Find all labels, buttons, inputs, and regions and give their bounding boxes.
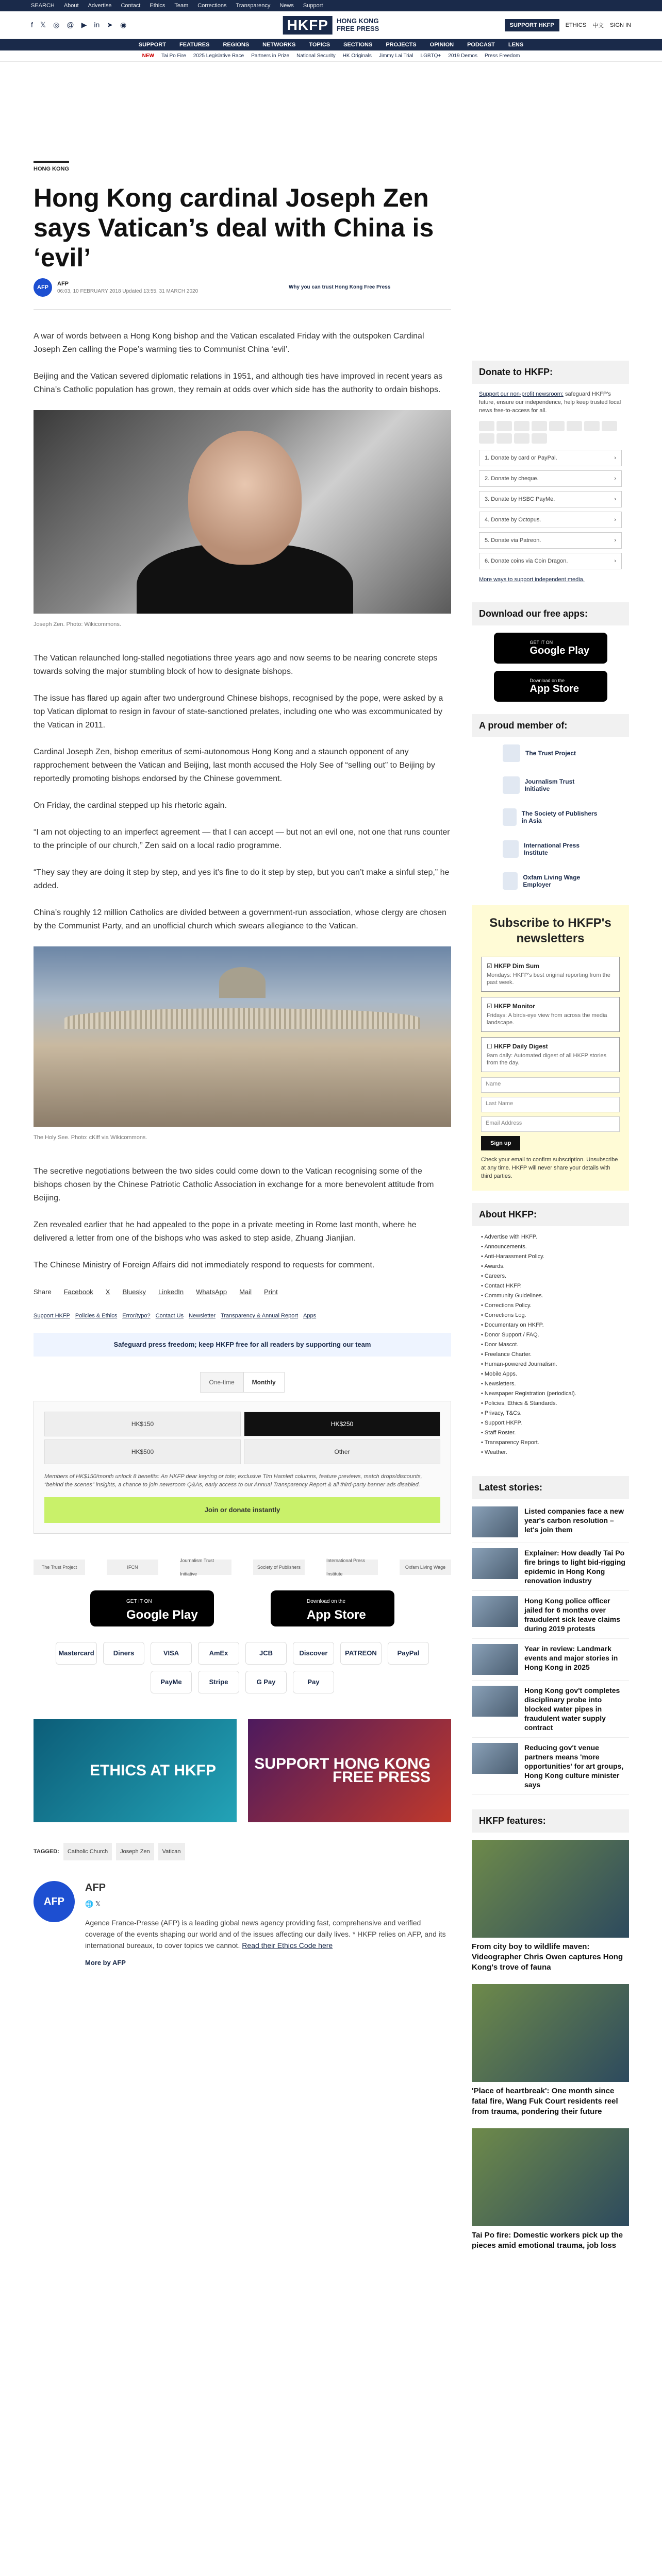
nl-option-title: HKFP Monitor <box>494 1003 535 1010</box>
donate-option-label: 3. Donate by HSBC PayMe. <box>485 496 555 502</box>
member-logo[interactable] <box>472 833 629 865</box>
about-link[interactable]: • Staff Roster. <box>481 1428 620 1438</box>
donate-widget <box>472 384 629 590</box>
paragraph: Beijing and the Vatican severed diplomatic relations in 1951, and although ties have improved in recent years as China’s Catholic population has grown, they remain at odds over which side has the authority to ordain bishops. <box>34 372 443 394</box>
feature-title: From city boy to wildlife maven: Videographer Chris Owen captures Hong Kong's trove of fauna <box>472 1942 623 1972</box>
nav-networks[interactable]: NETWORKS <box>262 42 296 48</box>
app-store-button[interactable] <box>271 1590 394 1626</box>
about-link[interactable]: • Awards. <box>481 1262 620 1272</box>
share-label: Share <box>34 1288 52 1296</box>
partner-logo[interactable]: The Trust Project <box>34 1560 85 1575</box>
paragraph: “I am not objecting to an imperfect agreement — that I can accept — but not an evil one, not one that runs counter to the principle of our church,” Zen said on a local radio programme. <box>34 828 450 850</box>
partner-logo[interactable]: Society of Publishers <box>253 1560 305 1575</box>
about-link[interactable]: • Newsletters. <box>481 1379 620 1389</box>
payment-logo: PayPal <box>388 1642 429 1665</box>
link-apps[interactable]: Apps <box>303 1313 317 1319</box>
member-logo[interactable] <box>472 737 629 769</box>
topbar-contact[interactable]: Contact <box>121 3 141 9</box>
chevron-right-icon: › <box>614 496 616 502</box>
chevron-right-icon: › <box>614 517 616 523</box>
sidebar-google-play[interactable] <box>494 633 607 664</box>
partner-logos <box>34 1560 451 1575</box>
donation-tiers <box>34 1401 451 1534</box>
trending-item[interactable]: Partners in Prize <box>251 53 290 59</box>
gp-small: GET IT ON <box>126 1599 152 1604</box>
photo-caption: Joseph Zen. Photo: Wikicommons. <box>34 621 121 628</box>
story-title: Explainer: How deadly Tai Po fire brings to light bid-rigging epidemic in Hong Kong renovation industry <box>524 1549 625 1585</box>
about-link[interactable]: • Door Mascot. <box>481 1340 620 1350</box>
sign-in-link[interactable]: SIGN IN <box>610 22 631 28</box>
story-title: Year in review: Landmark events and major stories in Hong Kong in 2025 <box>524 1645 618 1671</box>
sign-up-button[interactable]: Sign up <box>481 1136 520 1150</box>
main-nav <box>0 39 662 50</box>
author-social-icons <box>85 1897 451 1911</box>
nl-option-desc: Mondays: HKFP's best original reporting from the past week. <box>487 972 610 986</box>
ethics-code-link[interactable]: Read their Ethics Code here <box>242 1941 333 1950</box>
member-logo[interactable] <box>472 769 629 801</box>
checkbox-icon[interactable]: ☑ <box>487 962 492 970</box>
masthead-actions <box>505 19 631 31</box>
rss-icon[interactable]: ◉ <box>120 21 127 29</box>
x-icon[interactable]: 𝕏 <box>95 1900 101 1908</box>
nl-option-title: HKFP Dim Sum <box>494 962 539 970</box>
share-linkedin[interactable]: LinkedIn <box>158 1288 184 1296</box>
donate-option[interactable] <box>479 491 622 507</box>
member-logo[interactable] <box>472 865 629 897</box>
as-big: App Store <box>529 683 580 694</box>
trending-item[interactable]: Jimmy Lai Trial <box>378 53 413 59</box>
gp-big: Google Play <box>529 645 590 656</box>
share-bar <box>34 1285 451 1299</box>
share-mail[interactable]: Mail <box>239 1288 252 1296</box>
paragraph: Zen revealed earlier that he had appealed to the pope in a private meeting in Rome last month, where he delivered a letter from one of the bishops who was asked to step aside, Zhuang Jianjian. <box>34 1221 417 1243</box>
link-transparency[interactable]: Transparency & Annual Report <box>221 1313 299 1319</box>
trending-bar <box>0 50 662 62</box>
partner-logo[interactable]: International Press Institute <box>326 1560 378 1575</box>
donate-intro-link[interactable]: Support our non-profit newsroom: <box>479 391 564 397</box>
about-link[interactable]: • Human-powered Journalism. <box>481 1360 620 1369</box>
partner-logo[interactable]: Journalism Trust Initiative <box>180 1560 231 1575</box>
email-input[interactable]: Email Address <box>481 1116 620 1132</box>
donate-option[interactable] <box>479 532 622 549</box>
story-thumbnail <box>472 1686 518 1717</box>
payment-logo: Mastercard <box>56 1642 97 1665</box>
list-item[interactable] <box>472 1591 629 1639</box>
donate-option[interactable] <box>479 512 622 528</box>
story-title: Listed companies face a new year's carbon resolution – let's join them <box>524 1507 624 1534</box>
author-avatar[interactable]: AFP <box>34 278 52 297</box>
payment-logo: Stripe <box>198 1671 239 1693</box>
about-link[interactable]: • Mobile Apps. <box>481 1369 620 1379</box>
story-thumbnail <box>472 1596 518 1627</box>
social-icons <box>31 21 126 29</box>
join-donate-button[interactable]: Join or donate instantly <box>44 1497 440 1523</box>
story-thumbnail <box>472 1743 518 1774</box>
checkbox-icon[interactable]: ☑ <box>487 1003 492 1010</box>
more-ways-link[interactable]: More ways to support independent media. <box>479 577 585 583</box>
ethics-link[interactable]: ETHICS <box>565 22 587 28</box>
sidebar <box>472 361 629 2262</box>
as-big: App Store <box>307 1608 366 1622</box>
payment-logo: G Pay <box>245 1671 287 1693</box>
chevron-right-icon: › <box>614 558 616 564</box>
payment-logo: Discover <box>293 1642 334 1665</box>
donate-option-label: 2. Donate by cheque. <box>485 476 539 482</box>
features-heading: HKFP features: <box>472 1809 629 1833</box>
donate-option-label: 5. Donate via Patreon. <box>485 537 541 544</box>
chevron-right-icon: › <box>614 455 616 461</box>
link-support[interactable]: Support HKFP <box>34 1313 70 1319</box>
paragraph: The issue has flared up again after two underground Chinese bishops, recognised by the pope, were asked by a top Vatican diplomat to resign in favour of state-sanctioned prelates, including one who was excommunicated by the Vatican in 2011. <box>34 694 443 730</box>
topbar-corrections[interactable]: Corrections <box>197 3 227 9</box>
tier-250[interactable]: HK$250 <box>244 1412 440 1436</box>
nav-topics[interactable]: TOPICS <box>309 42 330 48</box>
article-category[interactable]: HONG KONG <box>34 161 69 172</box>
feature-image <box>472 2128 629 2226</box>
trending-item[interactable]: National Security <box>296 53 336 59</box>
about-link[interactable]: • Announcements. <box>481 1242 620 1252</box>
donate-option[interactable] <box>479 470 622 487</box>
payment-icons <box>479 421 622 444</box>
ethics-promo[interactable]: ETHICS AT HKFP <box>34 1719 237 1822</box>
gp-big: Google Play <box>126 1608 198 1622</box>
partner-logo[interactable]: IFCN <box>107 1560 158 1575</box>
list-item[interactable] <box>472 1501 629 1543</box>
donation-frequency-toggle <box>34 1372 451 1393</box>
feature-title: 'Place of heartbreak': One month since fatal fire, Wang Fuk Court residents reel from trauma, pondering their future <box>472 2087 618 2116</box>
about-link[interactable]: • Weather. <box>481 1448 620 1458</box>
site-logo[interactable] <box>283 16 379 35</box>
topbar-ethics[interactable]: Ethics <box>150 3 166 9</box>
author-bio-text: Agence France-Presse (AFP) is a leading global news agency providing fast, comprehensive and verified coverage of the events shaping our world and of the issues affecting our daily lives. * HKFP relies on AFP, and its international bureaux, to cover topics we cannot. <box>85 1919 446 1950</box>
instagram-icon[interactable]: ◎ <box>53 21 60 29</box>
about-link[interactable]: • Support HKFP. <box>481 1418 620 1428</box>
about-link[interactable]: • Newspaper Registration (periodical). <box>481 1389 620 1399</box>
author-name[interactable]: AFP <box>57 281 69 287</box>
article-headline: Hong Kong cardinal Joseph Zen says Vatican’s deal with China is ‘evil’ <box>34 183 434 272</box>
list-item[interactable] <box>472 1639 629 1681</box>
newsletter-note: Check your email to confirm subscription. Unsubscribe at any time. HKFP will never share your details with third parties. <box>481 1157 618 1179</box>
feature-image <box>472 1840 629 1938</box>
sidebar-app-store[interactable] <box>494 671 607 702</box>
story-thumbnail <box>472 1644 518 1675</box>
footer-links-row <box>34 1309 451 1323</box>
about-link[interactable]: • Documentary on HKFP. <box>481 1320 620 1330</box>
payment-logo: Diners <box>103 1642 144 1665</box>
member-name: International Press Institute <box>523 842 580 856</box>
partner-logo[interactable]: Oxfam Living Wage <box>400 1560 451 1575</box>
about-link[interactable]: • Corrections Policy. <box>481 1301 620 1311</box>
payment-logo: Pay <box>293 1671 334 1693</box>
tags-label: TAGGED: <box>34 1849 59 1855</box>
about-links <box>472 1226 629 1464</box>
topbar-search[interactable]: SEARCH <box>31 3 55 9</box>
logo-line-2: FREE PRESS <box>336 24 379 32</box>
logo-wordmark <box>337 18 379 32</box>
member-name: Oxfam Living Wage Employer <box>523 874 581 888</box>
apps-heading: Download our free apps: <box>472 602 629 625</box>
nav-features[interactable]: FEATURES <box>179 42 210 48</box>
byline <box>34 278 198 297</box>
donate-option-label: 4. Donate by Octopus. <box>485 517 541 523</box>
topbar-team[interactable]: Team <box>174 3 189 9</box>
paragraph: The Chinese Ministry of Foreign Affairs did not immediately respond to requests for comment. <box>34 1261 375 1269</box>
author-box <box>34 1881 451 1970</box>
share-facebook[interactable]: Facebook <box>63 1288 93 1296</box>
as-small: Download on the <box>529 677 565 683</box>
author-bio <box>85 1917 451 1951</box>
facebook-icon[interactable]: f <box>31 21 33 29</box>
joseph-zen-photo <box>34 410 451 614</box>
chinese-link[interactable]: 中文 <box>592 22 604 29</box>
photo-caption: The Holy See. Photo: cKiff via Wikicommons. <box>34 1134 147 1141</box>
tier-150[interactable]: HK$150 <box>44 1412 241 1436</box>
topbar-transparency[interactable]: Transparency <box>236 3 271 9</box>
link-error[interactable]: Error/typo? <box>122 1313 151 1319</box>
support-hkfp-button[interactable]: SUPPORT HKFP <box>505 19 559 31</box>
youtube-icon[interactable]: ▶ <box>81 21 87 29</box>
share-bluesky[interactable]: Bluesky <box>122 1288 146 1296</box>
publish-dates: 06:03, 10 FEBRUARY 2018 Updated 13:55, 31 MARCH 2020 <box>57 289 198 294</box>
trending-item[interactable]: 2025 Legislative Race <box>193 53 244 59</box>
more-by-author-link[interactable]: More by AFP <box>85 1959 126 1967</box>
link-contact[interactable]: Contact Us <box>155 1313 184 1319</box>
name-input[interactable]: Name <box>481 1077 620 1093</box>
promo-banners <box>34 1719 451 1822</box>
about-link[interactable]: • Careers. <box>481 1272 620 1281</box>
newsletter-option[interactable] <box>481 1037 620 1072</box>
topbar-advertise[interactable]: Advertise <box>88 3 112 9</box>
nav-lens[interactable]: LENS <box>508 42 524 48</box>
nl-option-desc: Fridays: A birds-eye view from across the media landscape. <box>487 1012 607 1026</box>
topbar-news[interactable]: News <box>279 3 294 9</box>
trending-item[interactable]: Tai Po Fire <box>161 53 186 59</box>
author-box-name[interactable]: AFP <box>85 1882 106 1893</box>
list-item[interactable] <box>472 1543 629 1591</box>
x-icon[interactable]: 𝕏 <box>40 21 46 29</box>
topbar-about[interactable]: About <box>63 3 79 9</box>
member-name: The Trust Project <box>525 750 576 757</box>
header-divider <box>34 309 451 310</box>
about-link[interactable]: • Privacy, T&Cs. <box>481 1409 620 1418</box>
about-link[interactable]: • Community Guidelines. <box>481 1291 620 1301</box>
list-item[interactable] <box>472 1681 629 1738</box>
newsletter-option[interactable] <box>481 997 620 1032</box>
paragraph: “They say they are doing it step by step, and yes it’s fine to do it step by step, but you can’t make a sinful step,” he added. <box>34 868 450 890</box>
paragraph: A war of words between a Hong Kong bishop and the Vatican escalated Friday with the outspoken Cardinal Joseph Zen calling the Pope’s warming ties to Communist China ‘evil’. <box>34 332 424 354</box>
trending-item[interactable]: HK Originals <box>342 53 372 59</box>
masthead <box>0 11 662 39</box>
nl-option-title: HKFP Daily Digest <box>494 1043 548 1050</box>
donate-option[interactable] <box>479 450 622 466</box>
article-body <box>34 330 451 1970</box>
nav-regions[interactable]: REGIONS <box>223 42 250 48</box>
about-link[interactable]: • Transparency Report. <box>481 1438 620 1448</box>
nav-sections[interactable]: SECTIONS <box>343 42 373 48</box>
story-title: Hong Kong police officer jailed for 6 months over fraudulent sick leave claims during 2019 protests <box>524 1597 620 1633</box>
donate-heading: Donate to HKFP: <box>472 361 629 384</box>
latest-heading: Latest stories: <box>472 1476 629 1499</box>
threads-icon[interactable]: @ <box>67 21 74 29</box>
feature-card[interactable] <box>472 2128 629 2251</box>
telegram-icon[interactable]: ➤ <box>107 21 113 29</box>
chevron-right-icon: › <box>614 537 616 544</box>
member-name: The Society of Publishers in Asia <box>521 810 598 824</box>
nl-option-desc: 9am daily: Automated digest of all HKFP stories from the day. <box>487 1053 607 1066</box>
story-title: Reducing gov't venue partners means 'more opportunities' for art groups, Hong Kong culture minister says <box>524 1743 624 1789</box>
about-link[interactable]: • Advertise with HKFP. <box>481 1232 620 1242</box>
feature-list <box>472 1833 629 2251</box>
support-promo[interactable]: SUPPORT HONG KONG FREE PRESS <box>248 1719 451 1822</box>
last-name-input[interactable]: Last Name <box>481 1097 620 1112</box>
trust-link[interactable]: Why you can trust Hong Kong Free Press <box>289 284 391 290</box>
trending-item[interactable]: 2019 Demos <box>448 53 477 59</box>
payment-logo: VISA <box>151 1642 192 1665</box>
paragraph: The Vatican relaunched long-stalled negotiations three years ago and now seems to be nearing concrete steps towards solving the major stumbling block of how to designate bishops. <box>34 654 438 676</box>
trending-item[interactable]: Press Freedom <box>484 53 520 59</box>
tier-benefits-note: Members of HK$150/month unlock 8 benefits: An HKFP dear keyring or tote; exclusive Tim Hamlett columns, feature previews, match drops/discounts, “behind the scenes” insights, a chance to join newsroom Q&As, early access to our Annual Transparency Report & all third-party banner ads disabled. <box>44 1473 422 1488</box>
payment-logo: PayMe <box>151 1671 192 1693</box>
payment-methods <box>34 1642 451 1693</box>
feature-image <box>472 1984 629 2082</box>
about-link[interactable]: • Policies, Ethics & Standards. <box>481 1399 620 1409</box>
about-link[interactable]: • Freelance Charter. <box>481 1350 620 1360</box>
about-heading: About HKFP: <box>472 1203 629 1226</box>
gp-small: GET IT ON <box>529 639 553 645</box>
member-heading: A proud member of: <box>472 714 629 737</box>
donate-option-label: 6. Donate coins via Coin Dragon. <box>485 558 568 564</box>
about-link[interactable]: • Donor Support / FAQ. <box>481 1330 620 1340</box>
share-print[interactable]: Print <box>263 1288 278 1296</box>
chevron-right-icon: › <box>614 476 616 482</box>
share-whatsapp[interactable]: WhatsApp <box>196 1288 227 1296</box>
story-thumbnail <box>472 1506 518 1537</box>
linkedin-icon[interactable]: in <box>94 21 100 29</box>
author-avatar-large[interactable]: AFP <box>34 1881 75 1922</box>
donate-option[interactable] <box>479 553 622 569</box>
checkbox-icon[interactable]: ☐ <box>487 1043 492 1050</box>
member-name: Journalism Trust Initiative <box>524 778 575 792</box>
feature-title: Tai Po fire: Domestic workers pick up the pieces amid emotional trauma, job loss <box>472 2231 623 2250</box>
share-x[interactable]: X <box>105 1288 110 1296</box>
nav-projects[interactable]: PROJECTS <box>386 42 417 48</box>
holy-see-photo <box>34 946 451 1127</box>
about-link[interactable]: • Anti-Harassment Policy. <box>481 1252 620 1262</box>
about-link[interactable]: • Corrections Log. <box>481 1311 620 1320</box>
member-logo[interactable] <box>472 801 629 833</box>
newsletter-signup <box>472 905 629 1191</box>
as-small: Download on the <box>307 1599 346 1604</box>
new-badge: NEW <box>142 53 154 59</box>
newsletter-option[interactable] <box>481 957 620 992</box>
paragraph: On Friday, the cardinal stepped up his rhetoric again. <box>34 801 227 810</box>
logo-mark: HKFP <box>283 16 333 35</box>
donate-intro-text: safeguard HKFP's future, ensure our independence, help keep trusted local news free-to-access for all. <box>479 391 621 414</box>
tag-item[interactable]: Vatican <box>158 1843 185 1860</box>
donate-banner[interactable]: Safeguard press freedom; keep HKFP free for all readers by supporting our team <box>34 1333 451 1357</box>
tier-500[interactable]: HK$500 <box>44 1439 241 1464</box>
payment-logo: AmEx <box>198 1642 239 1665</box>
logo-line-1: HONG KONG <box>336 17 379 25</box>
app-store-buttons <box>34 1590 451 1626</box>
paragraph: China’s roughly 12 million Catholics are divided between a government-run association, whose clergy are chosen by the Communist Party, and an unofficial church which swears allegiance to the Vatican. <box>34 908 447 930</box>
tag-item[interactable]: Catholic Church <box>63 1843 112 1860</box>
newsletter-title: Subscribe to HKFP's newsletters <box>489 916 611 945</box>
latest-stories <box>472 1499 629 1797</box>
top-utility-bar <box>0 0 662 11</box>
donate-option-label: 1. Donate by card or PayPal. <box>485 455 557 461</box>
tier-other[interactable]: Other <box>244 1439 440 1464</box>
nav-opinion[interactable]: OPINION <box>429 42 454 48</box>
nav-support[interactable]: SUPPORT <box>138 42 166 48</box>
payment-logo: JCB <box>245 1642 287 1665</box>
story-thumbnail <box>472 1548 518 1579</box>
link-policies[interactable]: Policies & Ethics <box>75 1313 118 1319</box>
topbar-support[interactable]: Support <box>303 3 323 9</box>
story-title: Hong Kong gov't completes disciplinary probe into blocked water pipes in fraudulent water supply contract <box>524 1686 620 1732</box>
list-item[interactable] <box>472 1738 629 1795</box>
google-play-button[interactable] <box>90 1590 214 1626</box>
globe-icon[interactable]: 🌐 <box>85 1900 94 1908</box>
feature-card[interactable] <box>472 1840 629 1973</box>
trending-item[interactable]: LGBTQ+ <box>420 53 441 59</box>
paragraph: The secretive negotiations between the two sides could come down to the Vatican recognising some of the bishops chosen by the Chinese Patriotic Catholic Association in exchange for a more benevolent attitude from Beijing. <box>34 1167 434 1202</box>
one-time-tab[interactable]: One-time <box>200 1372 243 1393</box>
link-newsletter[interactable]: Newsletter <box>189 1313 216 1319</box>
feature-card[interactable] <box>472 1984 629 2117</box>
payment-logo: PATREON <box>340 1642 382 1665</box>
tag-item[interactable]: Joseph Zen <box>116 1843 154 1860</box>
about-link[interactable]: • Contact HKFP. <box>481 1281 620 1291</box>
nav-podcast[interactable]: PODCAST <box>467 42 495 48</box>
monthly-tab[interactable]: Monthly <box>243 1372 285 1393</box>
paragraph: Cardinal Joseph Zen, bishop emeritus of semi-autonomous Hong Kong and a staunch opponent of any rapprochement between the Vatican and Beijing, last month accused the Holy See of “selling out” to Beijing by reportedly promoting bishops endorsed by the Chinese government. <box>34 748 435 783</box>
tag-list <box>34 1843 451 1860</box>
